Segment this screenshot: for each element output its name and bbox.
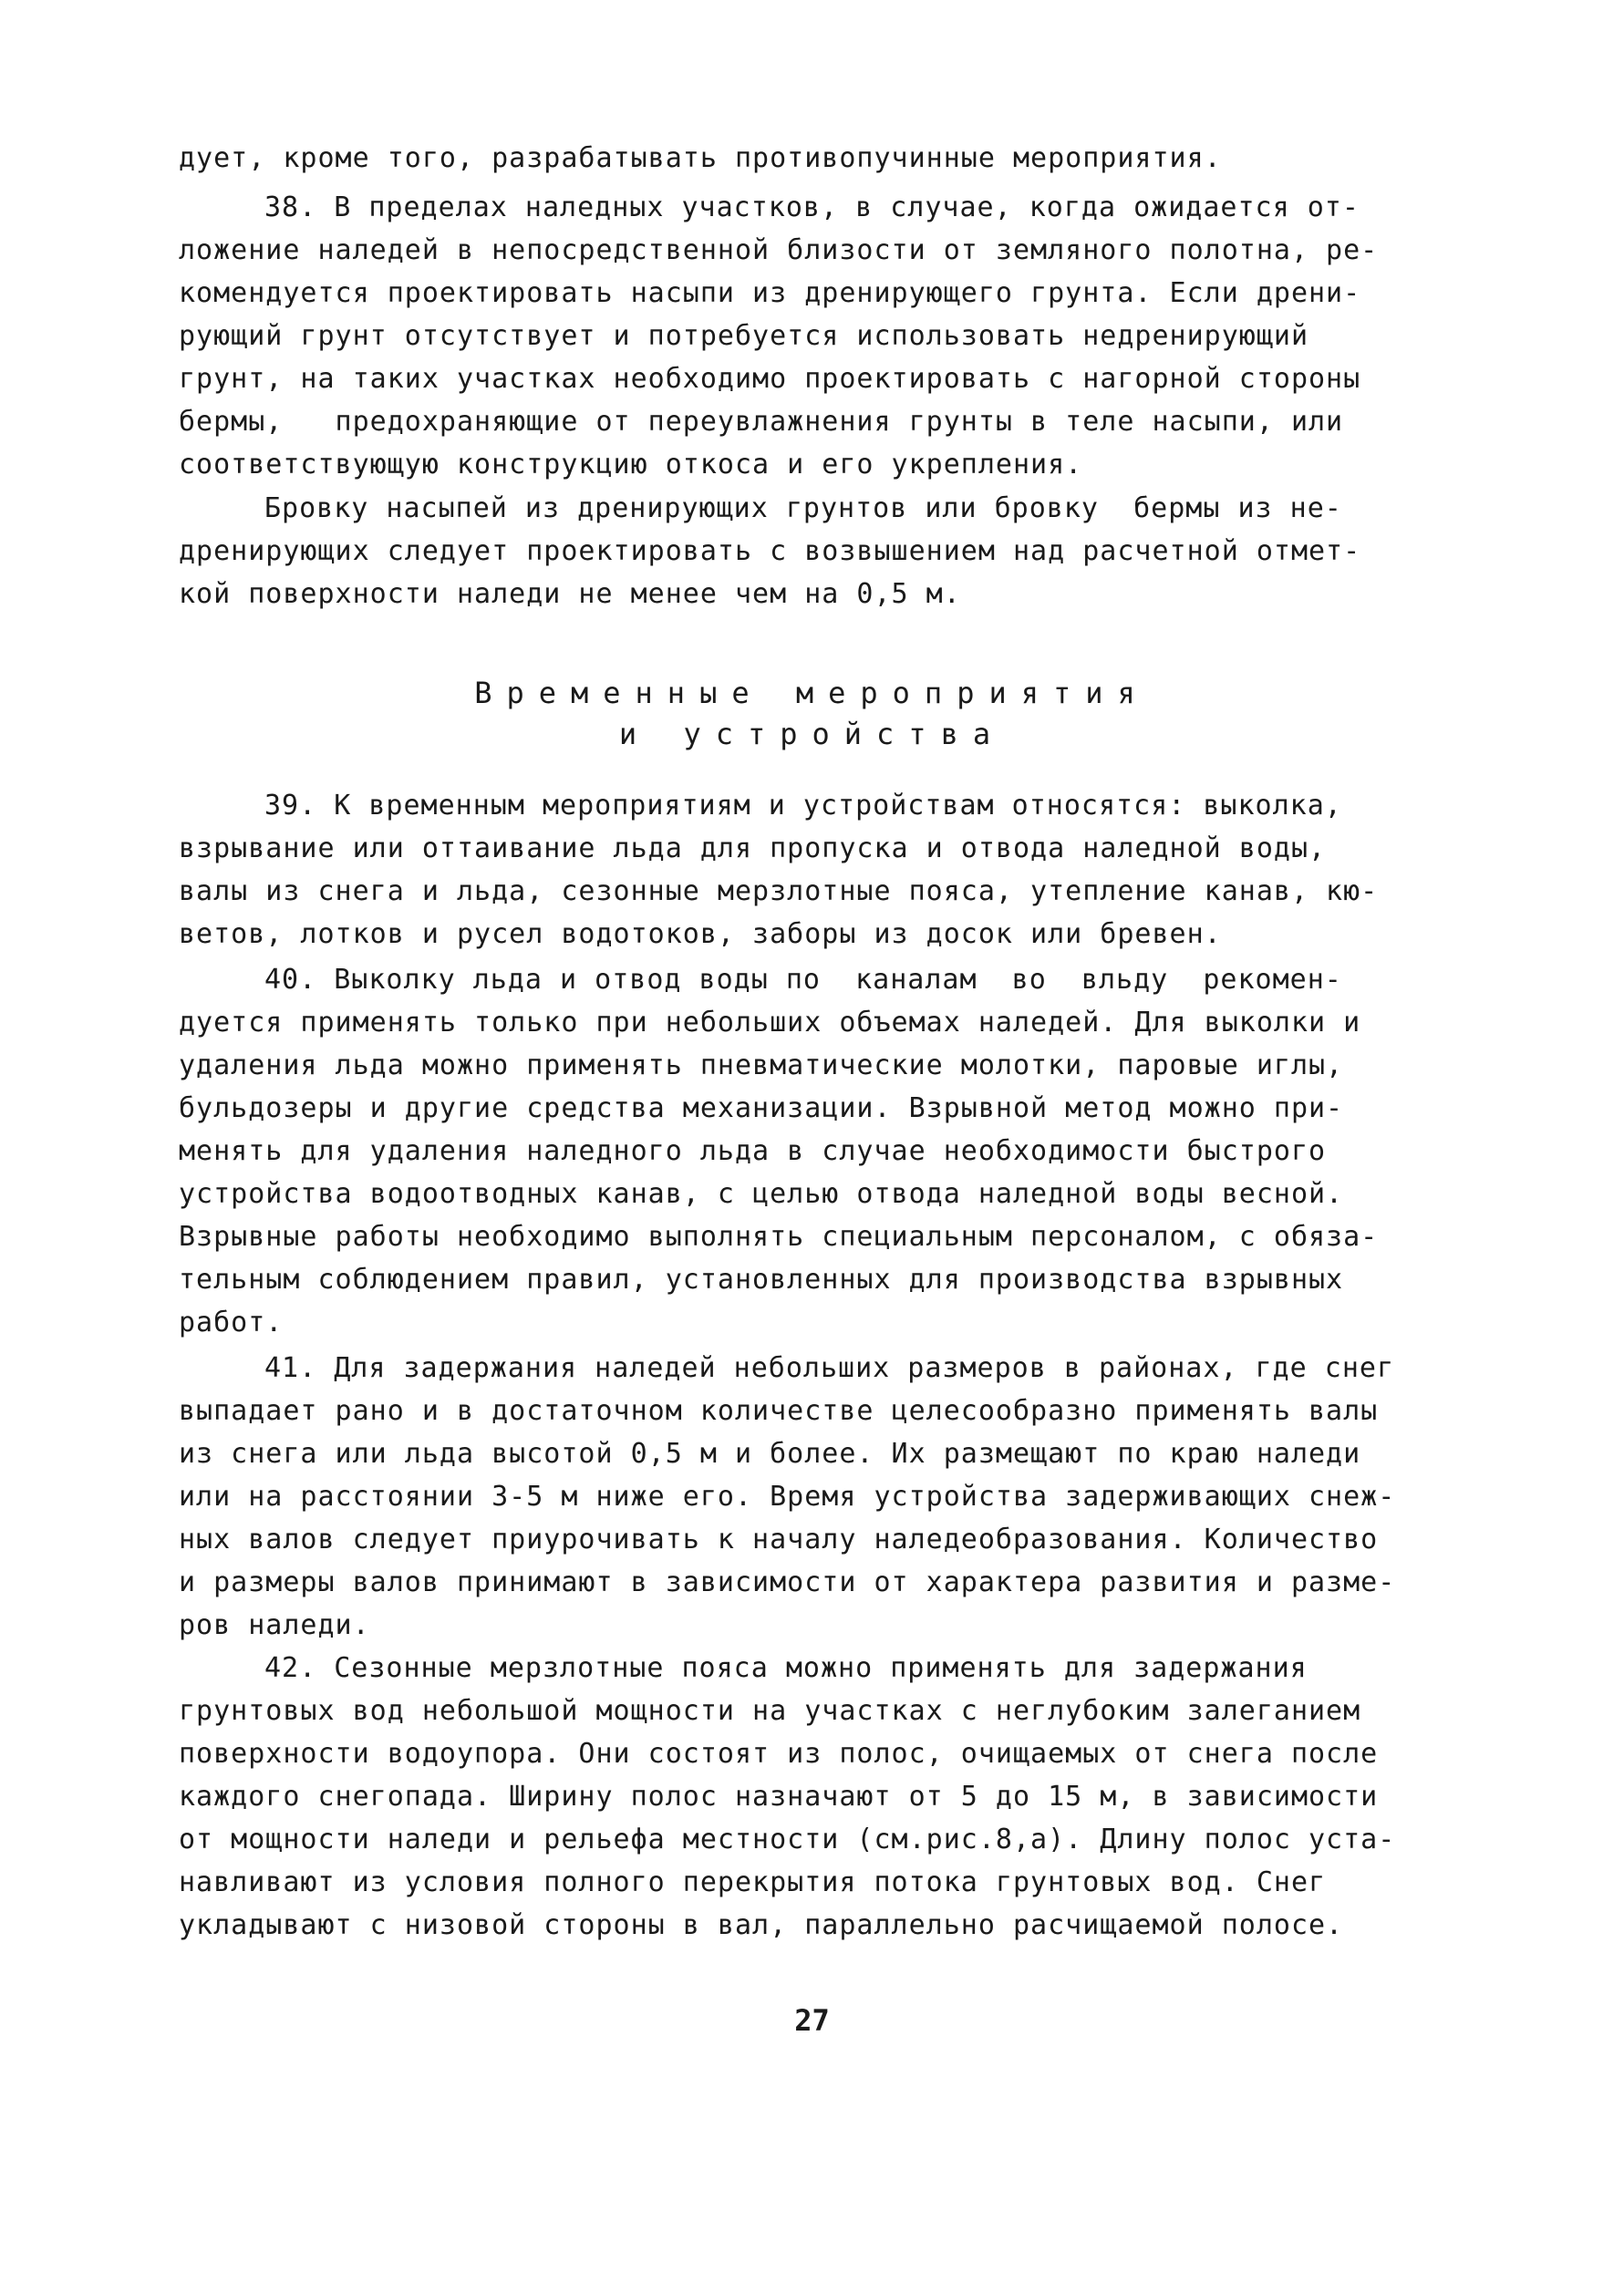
paragraph-line: или на расстоянии 3-5 м ниже его. Время устройства задерживающих снеж- bbox=[179, 1481, 1396, 1513]
paragraph-line: кой поверхности наледи не менее чем на 0,5 м. bbox=[179, 578, 961, 610]
page-number: 27 bbox=[794, 2003, 830, 2038]
paragraph-line: укладывают с низовой стороны в вал, параллельно расчищаемой полосе. bbox=[179, 1909, 1344, 1941]
paragraph-line: ложение наледей в непосредственной близости от земляного полотна, ре- bbox=[179, 234, 1379, 266]
paragraph-line: и размеры валов принимают в зависимости от характера развития и разме- bbox=[179, 1566, 1396, 1598]
paragraph-line: 41. Для задержания наледей небольших размеров в районах, где снег bbox=[264, 1352, 1394, 1384]
paragraph-line: выпадает рано и в достаточном количестве целесообразно применять валы bbox=[179, 1395, 1379, 1427]
paragraph-line: из снега или льда высотой 0,5 м и более. Их размещают по краю наледи bbox=[179, 1438, 1361, 1470]
paragraph-line: удаления льда можно применять пневматические молотки, паровые иглы, bbox=[179, 1049, 1344, 1081]
paragraph-line: ных валов следует приурочивать к началу наледеобразования. Количество bbox=[179, 1524, 1379, 1555]
paragraph-line: Взрывные работы необходимо выполнять специальным персоналом, с обяза- bbox=[179, 1221, 1379, 1253]
paragraph-line: от мощности наледи и рельефа местности (см.рис.8,а). Длину полос уста- bbox=[179, 1824, 1396, 1855]
paragraph-line: 40. Выколку льда и отвод воды по каналам во вльду рекомен- bbox=[264, 964, 1342, 996]
paragraph-line: дренирующих следует проектировать с возвышением над расчетной отмет- bbox=[179, 535, 1361, 567]
section-heading-line-2: и устройства bbox=[618, 717, 1006, 751]
paragraph-line: бермы, предохраняющие от переувлажнения грунты в теле насыпи, или bbox=[179, 406, 1344, 438]
paragraph-line: каждого снегопада. Ширину полос назначают от 5 до 15 м, в зависимости bbox=[179, 1781, 1379, 1813]
paragraph-line: навливают из условия полного перекрытия потока грунтовых вод. Снег bbox=[179, 1866, 1327, 1898]
paragraph-line: Бровку насыпей из дренирующих грунтов или бровку бермы из не- bbox=[264, 492, 1342, 524]
paragraph-line: ров наледи. bbox=[179, 1609, 370, 1641]
paragraph-line: рующий грунт отсутствует и потребуется использовать недренирующий bbox=[179, 320, 1309, 352]
paragraph-line: грунт, на таких участках необходимо проектировать с нагорной стороны bbox=[179, 363, 1361, 395]
paragraph-line: дуется применять только при небольших объемах наледей. Для выколки и bbox=[179, 1007, 1361, 1039]
paragraph-line: работ. bbox=[179, 1307, 284, 1338]
paragraph-line: грунтовых вод небольшой мощности на участках с неглубоким залеганием bbox=[179, 1695, 1361, 1727]
paragraph-line: 39. К временным мероприятиям и устройствам относятся: выколка, bbox=[264, 790, 1342, 822]
paragraph-line: устройства водоотводных канав, с целью отвода наледной воды весной. bbox=[179, 1178, 1344, 1210]
paragraph-line: дует, кроме того, разрабатывать противопучинные мероприятия. bbox=[179, 142, 1222, 174]
paragraph-line: 42. Сезонные мерзлотные пояса можно применять для задержания bbox=[264, 1652, 1308, 1684]
paragraph-line: тельным соблюдением правил, установленных для производства взрывных bbox=[179, 1264, 1344, 1296]
paragraph-line: валы из снега и льда, сезонные мерзлотные пояса, утепление канав, кю- bbox=[179, 875, 1379, 907]
paragraph-line: комендуется проектировать насыпи из дренирующего грунта. Если дрени- bbox=[179, 277, 1361, 309]
paragraph-line: поверхности водоупора. Они состоят из полос, очищаемых от снега после bbox=[179, 1738, 1379, 1770]
paragraph-line: взрывание или оттаивание льда для пропуска и отвода наледной воды, bbox=[179, 832, 1327, 864]
paragraph-line: соответствующую конструкцию откоса и его укрепления. bbox=[179, 449, 1083, 481]
paragraph-line: менять для удаления наледного льда в случае необходимости быстрого bbox=[179, 1135, 1327, 1167]
paragraph-line: бульдозеры и другие средства механизации. Взрывной метод можно при- bbox=[179, 1092, 1344, 1124]
paragraph-line: 38. В пределах наледных участков, в случае, когда ожидается от- bbox=[264, 191, 1360, 223]
paragraph-line: ветов, лотков и русел водотоков, заборы из досок или бревен. bbox=[179, 918, 1222, 950]
section-heading-line-1: Временные мероприятия bbox=[474, 676, 1150, 710]
